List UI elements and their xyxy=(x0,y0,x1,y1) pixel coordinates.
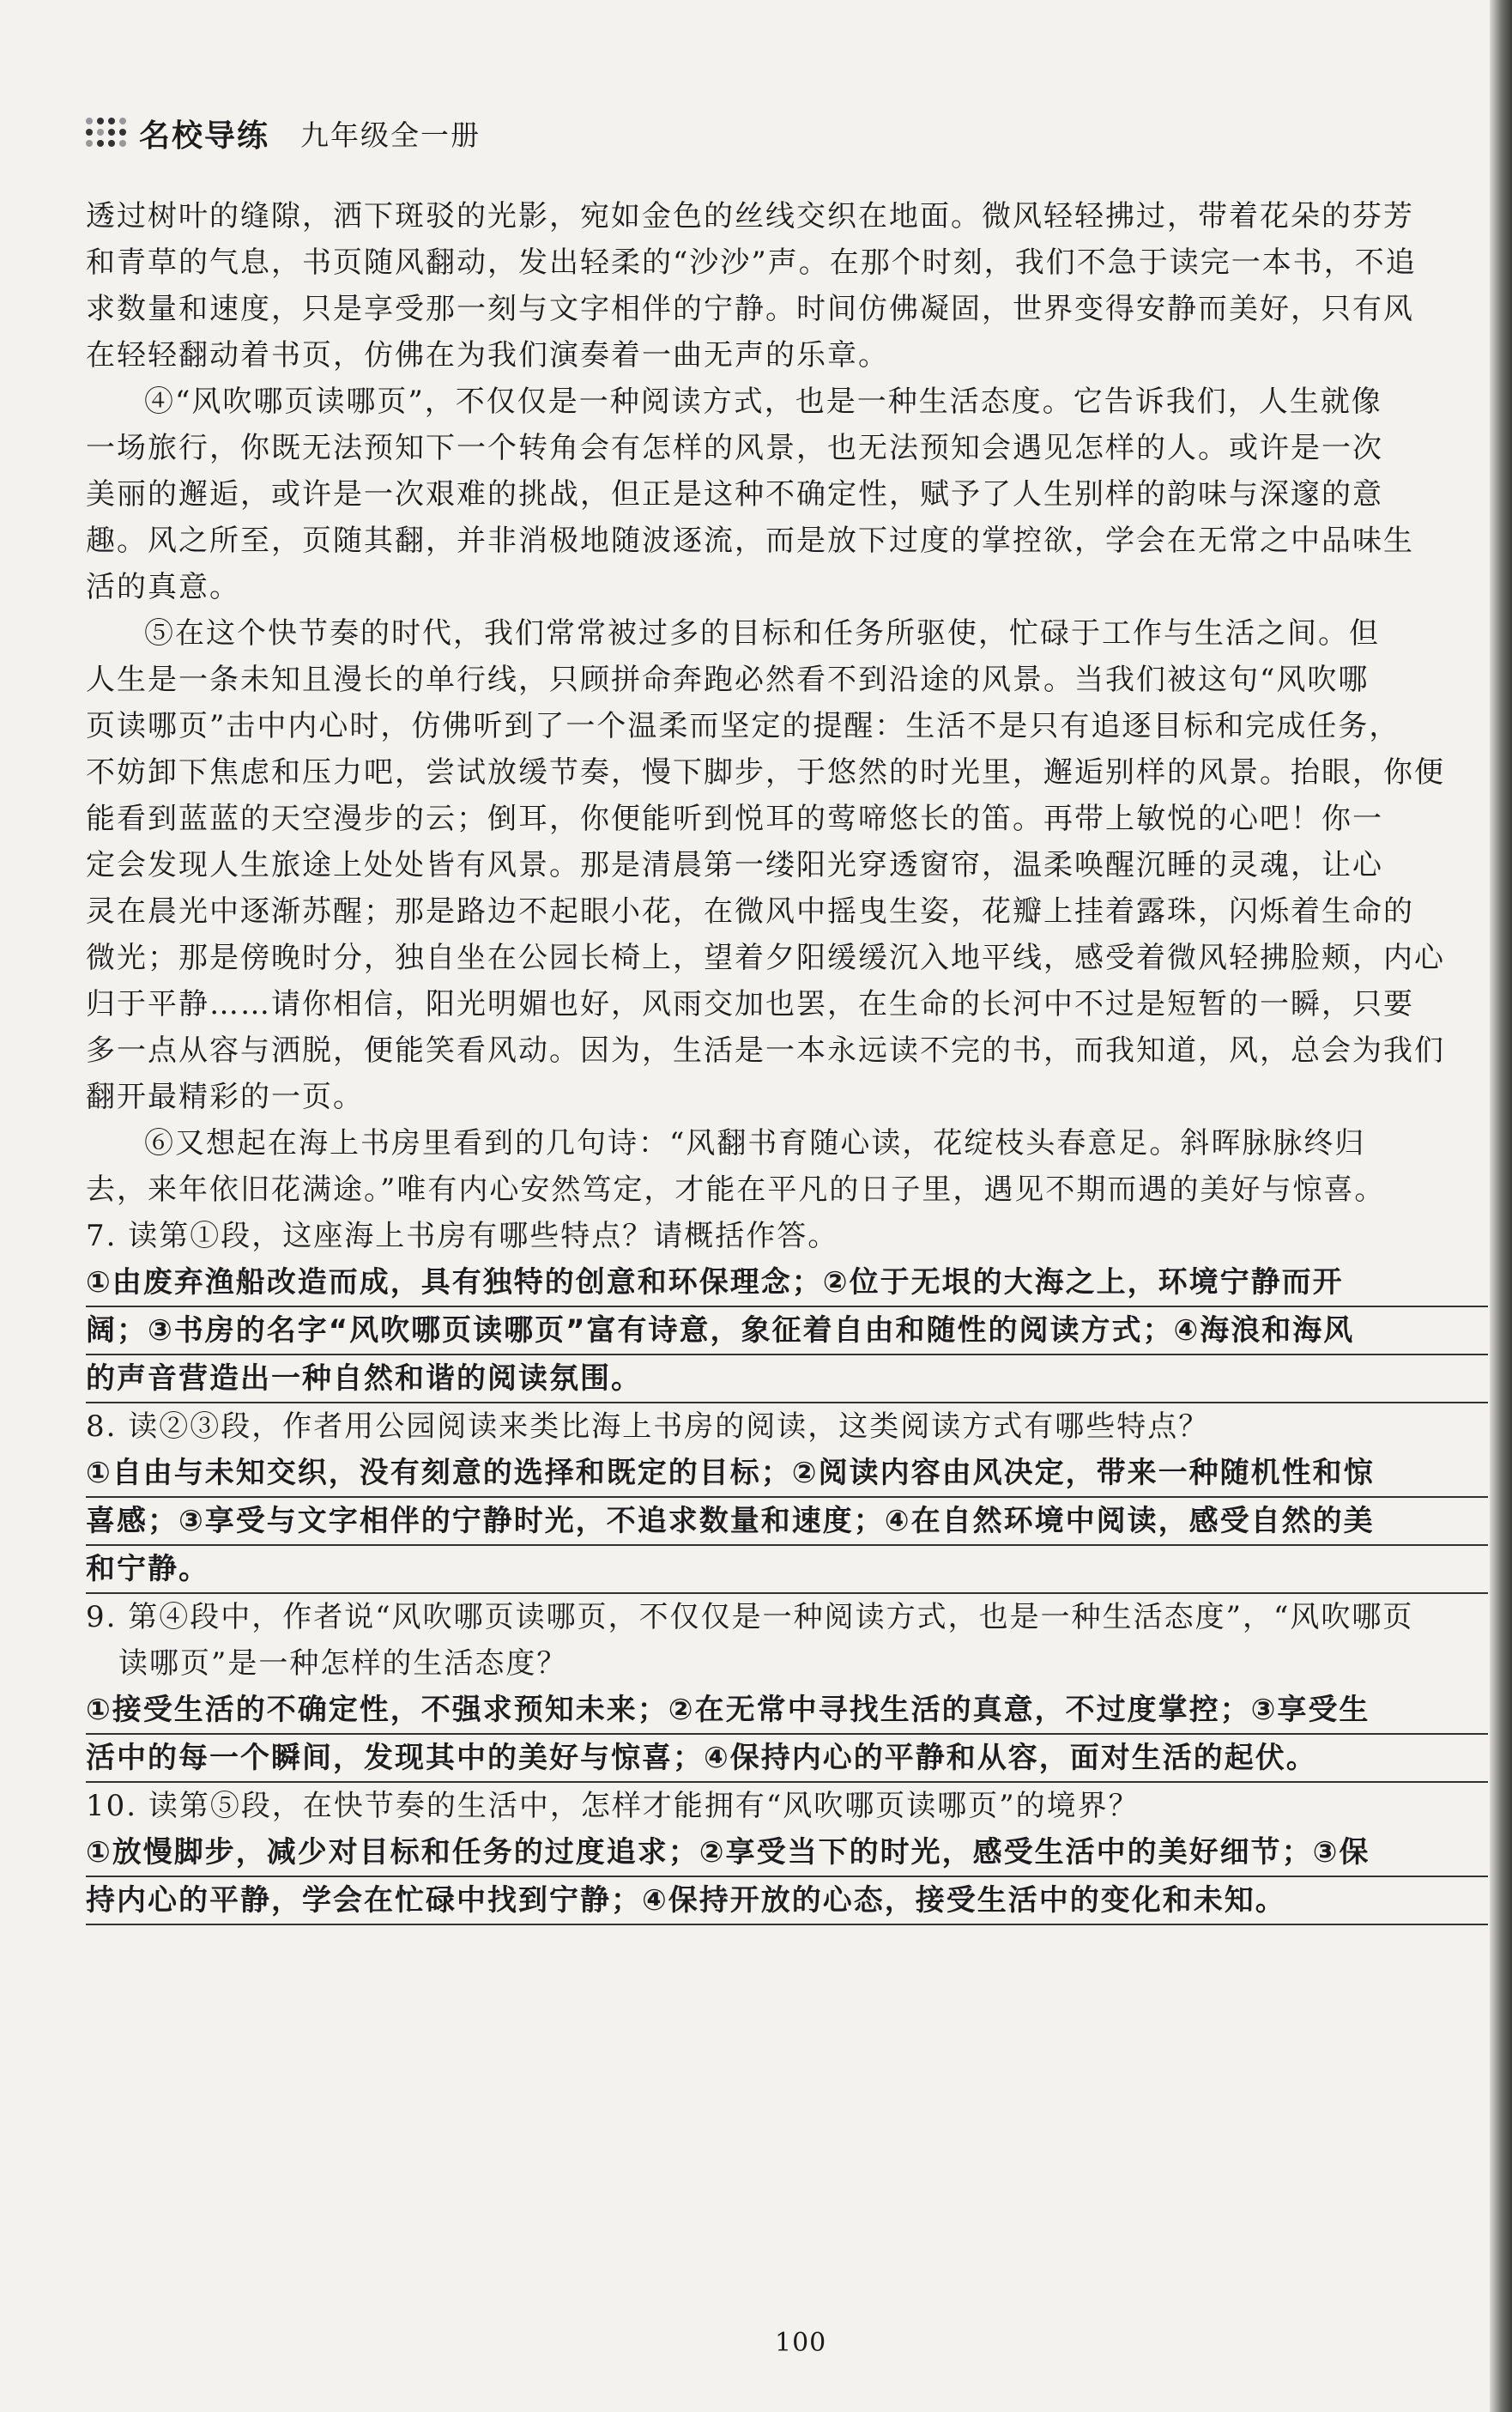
text-line: 微光；那是傍晚时分，独自坐在公园长椅上，望着夕阳缓缓沉入地平线，感受着微风轻拂脸颊，内心 xyxy=(86,941,1445,975)
text-line: 页读哪页”击中内心时，仿佛听到了一个温柔而坚定的提醒：生活不是只有追逐目标和完成任务， xyxy=(86,709,1400,743)
text-line: ⑤在这个快节奏的时代，我们常常被过多的目标和任务所驱使，忙碌于工作与生活之间。但 xyxy=(144,616,1380,651)
page-edge-shadow xyxy=(1490,0,1512,2412)
text-line: 透过树叶的缝隙，洒下斑驳的光影，宛如金色的丝线交织在地面。微风轻轻拂过，带着花朵的芬芳 xyxy=(86,199,1414,233)
text-line: 不妨卸下焦虑和压力吧，尝试放缓节奏，慢下脚步，于悠然的时光里，邂逅别样的风景。抬眼，你便 xyxy=(86,755,1445,790)
answer-line: 阔；③书房的名字“风吹哪页读哪页”富有诗意，象征着自由和随性的阅读方式；④海浪和海风 xyxy=(86,1307,1488,1355)
answer-line: 喜感；③享受与文字相伴的宁静时光，不追求数量和速度；④在自然环境中阅读，感受自然的美 xyxy=(86,1498,1488,1546)
text-line: 一场旅行，你既无法预知下一个转角会有怎样的风景，也无法预知会遇见怎样的人。或许是一次 xyxy=(86,431,1383,465)
question-10 xyxy=(86,1783,1488,1925)
text-line: 定会发现人生旅途上处处皆有风景。那是清晨第一缕阳光穿透窗帘，温柔唤醒沉睡的灵魂，让心 xyxy=(86,848,1383,882)
grade-label: 九年级全一册 xyxy=(300,118,481,152)
document-page xyxy=(86,0,1488,2412)
answer-block xyxy=(86,1687,1488,1783)
answer-line: ①放慢脚步，减少对目标和任务的过度追求；②享受当下的时光，感受生活中的美好细节；③保 xyxy=(86,1829,1488,1877)
paragraph-5 xyxy=(86,610,1488,1120)
running-header xyxy=(86,112,481,155)
text-line: 去，来年依旧花满途。”唯有内心安然笃定，才能在平凡的日子里，遇见不期而遇的美好与惊喜。 xyxy=(86,1173,1386,1207)
answer-line: 和宁静。 xyxy=(86,1546,1488,1594)
question-text: 8. 读②③段，作者用公园阅读来类比海上书房的阅读，这类阅读方式有哪些特点？ xyxy=(86,1409,1210,1444)
text-line: 多一点从容与洒脱，便能笑看风动。因为，生活是一本永远读不完的书，而我知道，风，总会为我们 xyxy=(86,1033,1445,1068)
question-9 xyxy=(86,1594,1488,1783)
answer-line: 的声音营造出一种自然和谐的阅读氛围。 xyxy=(86,1355,1488,1403)
question-text: 7. 读第①段，这座海上书房有哪些特点？请概括作答。 xyxy=(86,1219,839,1253)
text-line: 能看到蓝蓝的天空漫步的云；倒耳，你便能听到悦耳的莺啼悠长的笛。再带上敏悦的心吧！你一 xyxy=(86,802,1383,836)
paragraph-continued xyxy=(86,193,1488,379)
question-8 xyxy=(86,1403,1488,1594)
answer-line: 活中的每一个瞬间，发现其中的美好与惊喜；④保持内心的平静和从容，面对生活的起伏。 xyxy=(86,1735,1488,1783)
text-line: 人生是一条未知且漫长的单行线，只顾拼命奔跑必然看不到沿途的风景。当我们被这句“风吹哪 xyxy=(86,663,1370,697)
text-line: 活的真意。 xyxy=(86,570,240,604)
answer-block xyxy=(86,1829,1488,1925)
text-line: 美丽的邂逅，或许是一次艰难的挑战，但正是这种不确定性，赋予了人生别样的韵味与深邃的意 xyxy=(86,477,1383,512)
text-line: ⑥又想起在海上书房里看到的几句诗：“风翻书育随心读，花绽枝头春意足。斜晖脉脉终归 xyxy=(144,1126,1366,1161)
brand-title: 名校导练 xyxy=(139,118,270,154)
answer-block xyxy=(86,1259,1488,1403)
answer-line: ①自由与未知交织，没有刻意的选择和既定的目标；②阅读内容由风决定，带来一种随机性和惊 xyxy=(86,1450,1488,1498)
question-text: 10. 读第⑤段，在快节奏的生活中，怎样才能拥有“风吹哪页读哪页”的境界？ xyxy=(86,1789,1140,1823)
text-line: 翻开最精彩的一页。 xyxy=(86,1080,364,1114)
text-line: 在轻轻翻动着书页，仿佛在为我们演奏着一曲无声的乐章。 xyxy=(86,338,889,373)
question-7 xyxy=(86,1213,1488,1403)
text-line: 求数量和速度，只是享受那一刻与文字相伴的宁静。时间仿佛凝固，世界变得安静而美好，只有风 xyxy=(86,292,1414,326)
text-line: 和青草的气息，书页随风翻动，发出轻柔的“沙沙”声。在那个时刻，我们不急于读完一本书，不追 xyxy=(86,245,1417,280)
answer-block xyxy=(86,1450,1488,1594)
paragraph-6 xyxy=(86,1120,1488,1213)
paragraph-4 xyxy=(86,379,1488,610)
answer-line: ①接受生活的不确定性，不强求预知未来；②在无常中寻找生活的真意，不过度掌控；③享受生 xyxy=(86,1687,1488,1735)
text-line: 趣。风之所至，页随其翻，并非消极地随波逐流，而是放下过度的掌控欲，学会在无常之中品味生 xyxy=(86,524,1414,558)
text-line: 灵在晨光中逐渐苏醒；那是路边不起眼小花，在微风中摇曳生姿，花瓣上挂着露珠，闪烁着生命的 xyxy=(86,894,1414,929)
page-number: 100 xyxy=(775,2328,827,2358)
article-body xyxy=(86,193,1488,1925)
text-line: 归于平静……请你相信，阳光明媚也好，风雨交加也罢，在生命的长河中不过是短暂的一瞬，只要 xyxy=(86,987,1414,1021)
header-dots-icon xyxy=(86,118,129,149)
text-line: ④“风吹哪页读哪页”，不仅仅是一种阅读方式，也是一种生活态度。它告诉我们，人生就像 xyxy=(144,385,1382,419)
answer-line: 持内心的平静，学会在忙碌中找到宁静；④保持开放的心态，接受生活中的变化和未知。 xyxy=(86,1877,1488,1925)
answer-line: ①由废弃渔船改造而成，具有独特的创意和环保理念；②位于无垠的大海之上，环境宁静而开 xyxy=(86,1259,1488,1307)
question-text: 读哪页”是一种怎样的生活态度？ xyxy=(118,1646,568,1681)
question-text: 9. 第④段中，作者说“风吹哪页读哪页，不仅仅是一种阅读方式，也是一种生活态度”，“风吹哪页 xyxy=(86,1600,1414,1634)
